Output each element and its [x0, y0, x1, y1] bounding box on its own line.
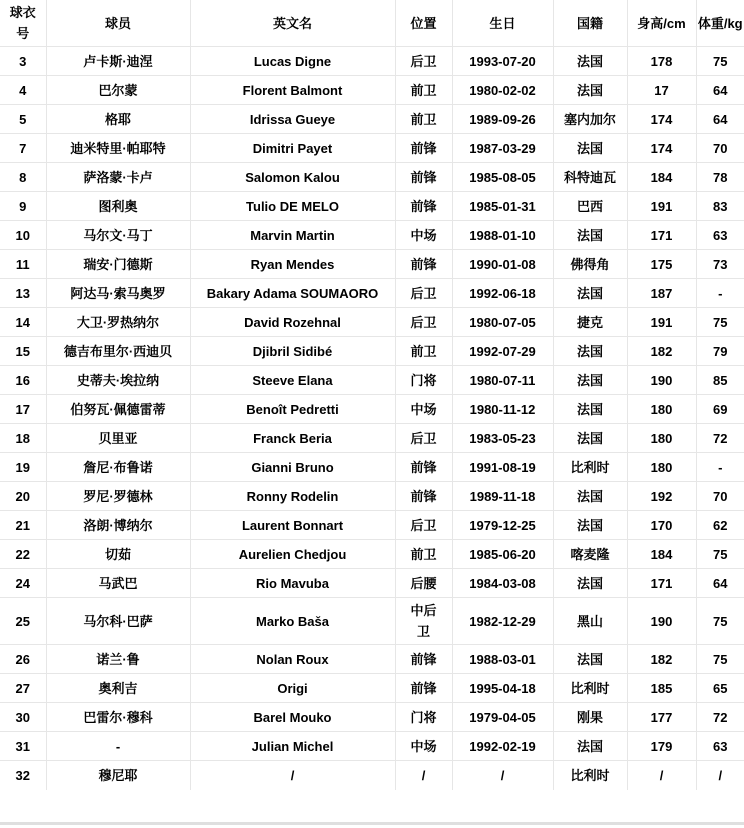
cell-position: 前锋 [395, 645, 452, 674]
cell-nationality: 比利时 [553, 674, 627, 703]
cell-nationality: 法国 [553, 732, 627, 761]
cell-weight-kg: 83 [696, 192, 744, 221]
cell-weight-kg: - [696, 279, 744, 308]
cell-player-name-en: Laurent Bonnart [190, 511, 395, 540]
cell-nationality: 喀麦隆 [553, 540, 627, 569]
cell-weight-kg: 72 [696, 424, 744, 453]
cell-weight-kg: 73 [696, 250, 744, 279]
cell-player-name-cn: 巴尔蒙 [46, 76, 190, 105]
cell-player-name-cn: 奥利吉 [46, 674, 190, 703]
cell-birthday: 1992-06-18 [452, 279, 553, 308]
cell-jersey-number: 26 [0, 645, 46, 674]
cell-weight-kg: 64 [696, 76, 744, 105]
table-row [0, 598, 744, 645]
cell-nationality: 捷克 [553, 308, 627, 337]
cell-jersey-number: 22 [0, 540, 46, 569]
column-header-birthday: 生日 [452, 0, 553, 47]
cell-player-name-cn: 迪米特里·帕耶特 [46, 134, 190, 163]
column-header-jersey-number: 球衣号 [0, 0, 46, 47]
cell-birthday: 1985-08-05 [452, 163, 553, 192]
cell-nationality: 法国 [553, 279, 627, 308]
cell-player-name-en: Djibril Sidibé [190, 337, 395, 366]
cell-birthday: 1984-03-08 [452, 569, 553, 598]
cell-birthday: 1979-04-05 [452, 703, 553, 732]
cell-position: 中场 [395, 395, 452, 424]
cell-player-name-cn: 马武巴 [46, 569, 190, 598]
cell-birthday: 1988-03-01 [452, 645, 553, 674]
cell-player-name-cn: 大卫·罗热纳尔 [46, 308, 190, 337]
cell-player-name-cn: 罗尼·罗德林 [46, 482, 190, 511]
cell-player-name-en: Marko Baša [190, 598, 395, 645]
cell-birthday: 1987-03-29 [452, 134, 553, 163]
table-row [0, 366, 744, 395]
cell-jersey-number: 9 [0, 192, 46, 221]
cell-jersey-number: 19 [0, 453, 46, 482]
cell-player-name-en: Nolan Roux [190, 645, 395, 674]
cell-player-name-en: Idrissa Gueye [190, 105, 395, 134]
column-header-player-name-en: 英文名 [190, 0, 395, 47]
cell-jersey-number: 8 [0, 163, 46, 192]
cell-player-name-en: Lucas Digne [190, 47, 395, 76]
cell-nationality: 黑山 [553, 598, 627, 645]
cell-birthday: 1982-12-29 [452, 598, 553, 645]
cell-player-name-en: Rio Mavuba [190, 569, 395, 598]
cell-weight-kg: 69 [696, 395, 744, 424]
cell-player-name-cn: 瑞安·门德斯 [46, 250, 190, 279]
cell-nationality: 科特迪瓦 [553, 163, 627, 192]
cell-birthday: 1980-02-02 [452, 76, 553, 105]
cell-player-name-cn: 阿达马·索马奥罗 [46, 279, 190, 308]
cell-player-name-cn: 史蒂夫·埃拉纳 [46, 366, 190, 395]
cell-player-name-cn: 洛朗·博纳尔 [46, 511, 190, 540]
cell-height-cm: 171 [627, 221, 696, 250]
cell-player-name-en: Salomon Kalou [190, 163, 395, 192]
cell-weight-kg: 64 [696, 569, 744, 598]
cell-nationality: 比利时 [553, 761, 627, 790]
cell-height-cm: 170 [627, 511, 696, 540]
cell-position: 前卫 [395, 337, 452, 366]
cell-player-name-cn: 贝里亚 [46, 424, 190, 453]
cell-height-cm: 191 [627, 192, 696, 221]
cell-height-cm: 185 [627, 674, 696, 703]
cell-position: 后卫 [395, 511, 452, 540]
table-row [0, 732, 744, 761]
cell-height-cm: 175 [627, 250, 696, 279]
cell-nationality: 法国 [553, 221, 627, 250]
cell-height-cm: 179 [627, 732, 696, 761]
column-header-height-cm: 身高/cm [627, 0, 696, 47]
cell-player-name-en: Origi [190, 674, 395, 703]
cell-birthday: 1980-11-12 [452, 395, 553, 424]
cell-weight-kg: 85 [696, 366, 744, 395]
cell-position: / [395, 761, 452, 790]
cell-jersey-number: 21 [0, 511, 46, 540]
cell-jersey-number: 27 [0, 674, 46, 703]
cell-jersey-number: 16 [0, 366, 46, 395]
cell-position: 前锋 [395, 134, 452, 163]
cell-player-name-en: Steeve Elana [190, 366, 395, 395]
cell-player-name-en: Dimitri Payet [190, 134, 395, 163]
cell-player-name-en: Franck Beria [190, 424, 395, 453]
cell-position: 前锋 [395, 163, 452, 192]
table-row [0, 674, 744, 703]
cell-height-cm: 190 [627, 598, 696, 645]
column-header-nationality: 国籍 [553, 0, 627, 47]
cell-player-name-cn: 图利奥 [46, 192, 190, 221]
cell-player-name-cn: 切茹 [46, 540, 190, 569]
cell-jersey-number: 30 [0, 703, 46, 732]
cell-height-cm: 192 [627, 482, 696, 511]
cell-nationality: 法国 [553, 337, 627, 366]
cell-nationality: 法国 [553, 511, 627, 540]
cell-position: 前锋 [395, 192, 452, 221]
cell-jersey-number: 13 [0, 279, 46, 308]
cell-nationality: 法国 [553, 134, 627, 163]
cell-player-name-en: Julian Michel [190, 732, 395, 761]
cell-height-cm: 184 [627, 540, 696, 569]
table-row [0, 337, 744, 366]
cell-position: 中后卫 [395, 598, 452, 645]
cell-nationality: 法国 [553, 395, 627, 424]
cell-player-name-cn: 马尔科·巴萨 [46, 598, 190, 645]
cell-player-name-cn: 穆尼耶 [46, 761, 190, 790]
cell-weight-kg: 64 [696, 105, 744, 134]
cell-nationality: 法国 [553, 366, 627, 395]
cell-weight-kg: / [696, 761, 744, 790]
cell-height-cm: 17 [627, 76, 696, 105]
cell-nationality: 巴西 [553, 192, 627, 221]
cell-position: 前卫 [395, 105, 452, 134]
cell-position: 后卫 [395, 424, 452, 453]
cell-player-name-cn: 马尔文·马丁 [46, 221, 190, 250]
table-row [0, 645, 744, 674]
cell-weight-kg: 70 [696, 134, 744, 163]
table-row [0, 47, 744, 76]
cell-jersey-number: 24 [0, 569, 46, 598]
bottom-divider [0, 822, 744, 825]
table-header [0, 0, 744, 47]
cell-height-cm: 182 [627, 645, 696, 674]
cell-weight-kg: 63 [696, 732, 744, 761]
cell-birthday: 1979-12-25 [452, 511, 553, 540]
column-header-weight-kg: 体重/kg [696, 0, 744, 47]
cell-weight-kg: 70 [696, 482, 744, 511]
cell-position: 前锋 [395, 674, 452, 703]
table-row [0, 279, 744, 308]
table-row [0, 76, 744, 105]
cell-jersey-number: 3 [0, 47, 46, 76]
cell-player-name-en: Barel Mouko [190, 703, 395, 732]
table-row [0, 395, 744, 424]
cell-player-name-cn: 伯努瓦·佩德雷蒂 [46, 395, 190, 424]
cell-weight-kg: 75 [696, 540, 744, 569]
cell-position: 门将 [395, 366, 452, 395]
cell-player-name-en: Ronny Rodelin [190, 482, 395, 511]
cell-birthday: 1983-05-23 [452, 424, 553, 453]
cell-birthday: 1980-07-05 [452, 308, 553, 337]
cell-weight-kg: 79 [696, 337, 744, 366]
cell-nationality: 法国 [553, 47, 627, 76]
cell-player-name-en: Florent Balmont [190, 76, 395, 105]
cell-nationality: 法国 [553, 76, 627, 105]
cell-position: 后卫 [395, 47, 452, 76]
table-row [0, 540, 744, 569]
table-row [0, 482, 744, 511]
cell-player-name-en: Bakary Adama SOUMAORO [190, 279, 395, 308]
cell-player-name-en: Aurelien Chedjou [190, 540, 395, 569]
cell-weight-kg: 72 [696, 703, 744, 732]
cell-height-cm: 180 [627, 424, 696, 453]
cell-weight-kg: 65 [696, 674, 744, 703]
cell-position: 中场 [395, 221, 452, 250]
cell-height-cm: 180 [627, 453, 696, 482]
table-row [0, 453, 744, 482]
cell-player-name-en: / [190, 761, 395, 790]
cell-height-cm: / [627, 761, 696, 790]
table-row [0, 569, 744, 598]
cell-player-name-cn: 诺兰·鲁 [46, 645, 190, 674]
cell-jersey-number: 5 [0, 105, 46, 134]
cell-jersey-number: 7 [0, 134, 46, 163]
cell-weight-kg: 63 [696, 221, 744, 250]
cell-birthday: 1988-01-10 [452, 221, 553, 250]
cell-birthday: / [452, 761, 553, 790]
cell-nationality: 比利时 [553, 453, 627, 482]
cell-jersey-number: 20 [0, 482, 46, 511]
cell-birthday: 1990-01-08 [452, 250, 553, 279]
cell-nationality: 佛得角 [553, 250, 627, 279]
table-row [0, 511, 744, 540]
cell-nationality: 法国 [553, 569, 627, 598]
cell-position: 后卫 [395, 308, 452, 337]
cell-position: 中场 [395, 732, 452, 761]
table-row [0, 250, 744, 279]
cell-player-name-cn: 德吉布里尔·西迪贝 [46, 337, 190, 366]
table-row [0, 308, 744, 337]
cell-jersey-number: 4 [0, 76, 46, 105]
cell-weight-kg: 75 [696, 598, 744, 645]
cell-position: 后卫 [395, 279, 452, 308]
cell-birthday: 1992-02-19 [452, 732, 553, 761]
table-row [0, 134, 744, 163]
cell-position: 前锋 [395, 453, 452, 482]
table-row [0, 221, 744, 250]
cell-player-name-cn: 格耶 [46, 105, 190, 134]
table-row [0, 192, 744, 221]
cell-player-name-cn: 詹尼·布鲁诺 [46, 453, 190, 482]
table-row [0, 424, 744, 453]
cell-height-cm: 178 [627, 47, 696, 76]
cell-height-cm: 171 [627, 569, 696, 598]
cell-weight-kg: 75 [696, 645, 744, 674]
cell-nationality: 法国 [553, 645, 627, 674]
cell-jersey-number: 18 [0, 424, 46, 453]
cell-height-cm: 187 [627, 279, 696, 308]
cell-player-name-en: Ryan Mendes [190, 250, 395, 279]
cell-player-name-en: Marvin Martin [190, 221, 395, 250]
table-row [0, 105, 744, 134]
cell-jersey-number: 32 [0, 761, 46, 790]
cell-position: 门将 [395, 703, 452, 732]
cell-jersey-number: 10 [0, 221, 46, 250]
cell-position: 后腰 [395, 569, 452, 598]
cell-nationality: 塞内加尔 [553, 105, 627, 134]
cell-nationality: 法国 [553, 424, 627, 453]
cell-height-cm: 180 [627, 395, 696, 424]
cell-jersey-number: 31 [0, 732, 46, 761]
cell-nationality: 刚果 [553, 703, 627, 732]
cell-player-name-cn: 卢卡斯·迪涅 [46, 47, 190, 76]
cell-position: 前锋 [395, 482, 452, 511]
cell-nationality: 法国 [553, 482, 627, 511]
cell-player-name-cn: 萨洛蒙·卡卢 [46, 163, 190, 192]
cell-birthday: 1992-07-29 [452, 337, 553, 366]
table-body [0, 47, 744, 790]
cell-height-cm: 184 [627, 163, 696, 192]
column-header-player-name-cn: 球员 [46, 0, 190, 47]
cell-birthday: 1991-08-19 [452, 453, 553, 482]
cell-jersey-number: 25 [0, 598, 46, 645]
header-row [0, 0, 744, 47]
cell-weight-kg: 75 [696, 308, 744, 337]
table-row [0, 761, 744, 790]
cell-birthday: 1993-07-20 [452, 47, 553, 76]
cell-birthday: 1989-09-26 [452, 105, 553, 134]
cell-height-cm: 177 [627, 703, 696, 732]
cell-height-cm: 182 [627, 337, 696, 366]
cell-height-cm: 174 [627, 134, 696, 163]
cell-jersey-number: 11 [0, 250, 46, 279]
cell-weight-kg: 75 [696, 47, 744, 76]
cell-player-name-en: Gianni Bruno [190, 453, 395, 482]
cell-jersey-number: 15 [0, 337, 46, 366]
cell-position: 前卫 [395, 540, 452, 569]
cell-weight-kg: - [696, 453, 744, 482]
cell-height-cm: 174 [627, 105, 696, 134]
cell-player-name-en: Benoît Pedretti [190, 395, 395, 424]
cell-player-name-cn: - [46, 732, 190, 761]
cell-weight-kg: 78 [696, 163, 744, 192]
cell-birthday: 1989-11-18 [452, 482, 553, 511]
cell-birthday: 1985-01-31 [452, 192, 553, 221]
column-header-position: 位置 [395, 0, 452, 47]
cell-position: 前锋 [395, 250, 452, 279]
cell-player-name-en: David Rozehnal [190, 308, 395, 337]
cell-birthday: 1995-04-18 [452, 674, 553, 703]
cell-jersey-number: 17 [0, 395, 46, 424]
table-row [0, 163, 744, 192]
cell-position: 前卫 [395, 76, 452, 105]
cell-weight-kg: 62 [696, 511, 744, 540]
cell-birthday: 1980-07-11 [452, 366, 553, 395]
cell-jersey-number: 14 [0, 308, 46, 337]
cell-height-cm: 191 [627, 308, 696, 337]
cell-player-name-cn: 巴雷尔·穆科 [46, 703, 190, 732]
table-row [0, 703, 744, 732]
cell-player-name-en: Tulio DE MELO [190, 192, 395, 221]
cell-height-cm: 190 [627, 366, 696, 395]
cell-birthday: 1985-06-20 [452, 540, 553, 569]
